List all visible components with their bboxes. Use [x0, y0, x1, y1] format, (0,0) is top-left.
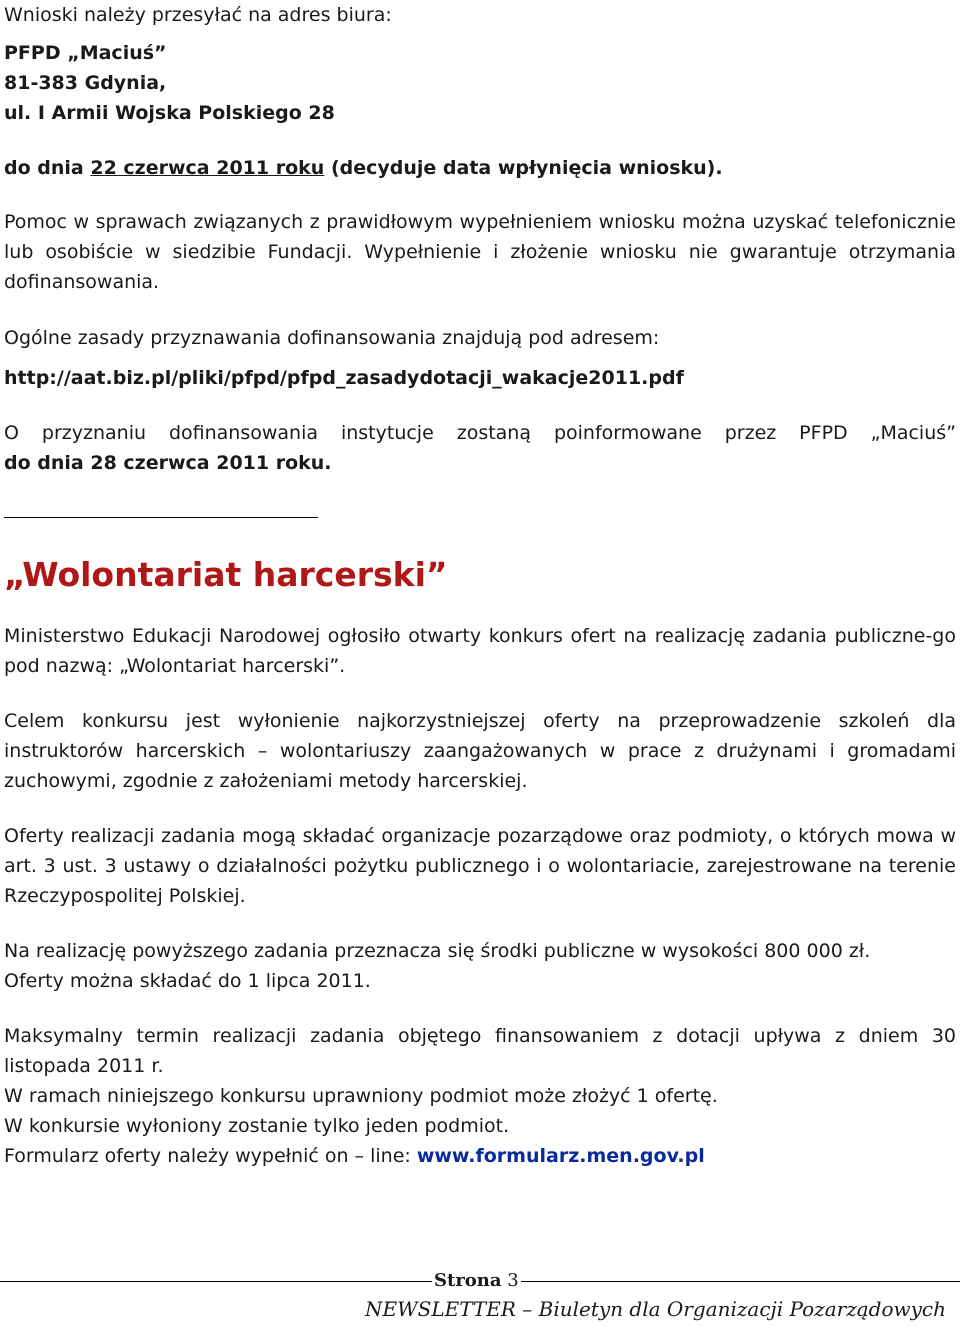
- form-link[interactable]: www.formularz.men.gov.pl: [416, 1145, 705, 1167]
- deadline-text: [4, 153, 956, 183]
- footer-newsletter: NEWSLETTER – Biuletyn dla Organizacji Pozarządowych: [364, 1297, 946, 1321]
- notice-line-2: do dnia 28 czerwca 2011 roku.: [4, 452, 332, 474]
- rules-link[interactable]: http://aat.biz.pl/pliki/pfpd/pfpd_zasadydotacji_wakacje2011.pdf: [4, 367, 684, 389]
- help-paragraph: Pomoc w sprawach związanych z prawidłowym wypełnieniem wniosku można uzyskać telefonicznie lub osobiście w siedzibie Fundacji. Wypełnienie i złożenie wniosku nie gwarantuje otrzymania dofinansowania.: [4, 211, 956, 293]
- intro-text: Wnioski należy przesyłać na adres biura:: [4, 4, 392, 26]
- footer-page-value: 3: [507, 1270, 519, 1291]
- address-name: PFPD „Maciuś”: [4, 42, 167, 64]
- rules-text: Ogólne zasady przyznawania dofinansowania znajdują pod adresem:: [4, 327, 660, 349]
- rules-link-line: [4, 363, 956, 393]
- deadline-date: 22 czerwca 2011 roku: [90, 157, 325, 179]
- paragraph-one-offer: W ramach niniejszego konkursu uprawniony podmiot może złożyć 1 ofertę.: [4, 1085, 718, 1107]
- paragraph-form: [4, 1141, 956, 1171]
- paragraph-one-winner: W konkursie wyłoniony zostanie tylko jeden podmiot.: [4, 1115, 510, 1137]
- paragraph-funds: Na realizację powyższego zadania przeznacza się środki publiczne w wysokości 800 000 zł.: [4, 940, 871, 962]
- address-street: ul. I Armii Wojska Polskiego 28: [4, 102, 335, 124]
- deadline-suffix: (decyduje data wpłynięcia wniosku).: [324, 157, 723, 179]
- paragraph-eligibility: Oferty realizacji zadania mogą składać organizacje pozarządowe oraz podmioty, o których mowa w art. 3 ust. 3 ustawy o działalności pożytku publicznego i o wolontariacie, zarejestrowane na terenie Rzeczypospolitej Polskiej.: [4, 825, 956, 907]
- notice-line-1: O przyznaniu dofinansowania instytucje zostaną poinformowane przez PFPD „Maciuś”: [4, 422, 956, 444]
- deadline-prefix: do dnia: [4, 157, 91, 179]
- paragraph-ministry: Ministerstwo Edukacji Narodowej ogłosiło otwarty konkurs ofert na realizację zadania publiczne-go pod nazwą: „Wolontariat harcerski”.: [4, 625, 956, 677]
- footer-page-number: [432, 1268, 521, 1294]
- address-city: 81-383 Gdynia,: [4, 72, 167, 94]
- paragraph-term: Maksymalny termin realizacji zadania objętego finansowaniem z dotacji upływa z dniem 30 listopada 2011 r.: [4, 1025, 956, 1077]
- paragraph-offers-date: Oferty można składać do 1 lipca 2011.: [4, 970, 371, 992]
- section-divider: [4, 517, 318, 518]
- section-title: „Wolontariat harcerski”: [4, 555, 448, 594]
- paragraph-goal: Celem konkursu jest wyłonienie najkorzystniejszej oferty na przeprowadzenie szkoleń dla instruktorów harcerskich – wolontariuszy zaangażowanych w prace z drużynami i gromadami zuchowymi, zgodnie z założeniami metody harcerskiej.: [4, 710, 956, 792]
- footer-page-label: Strona: [434, 1270, 502, 1291]
- form-text: Formularz oferty należy wypełnić on – line:: [4, 1145, 417, 1167]
